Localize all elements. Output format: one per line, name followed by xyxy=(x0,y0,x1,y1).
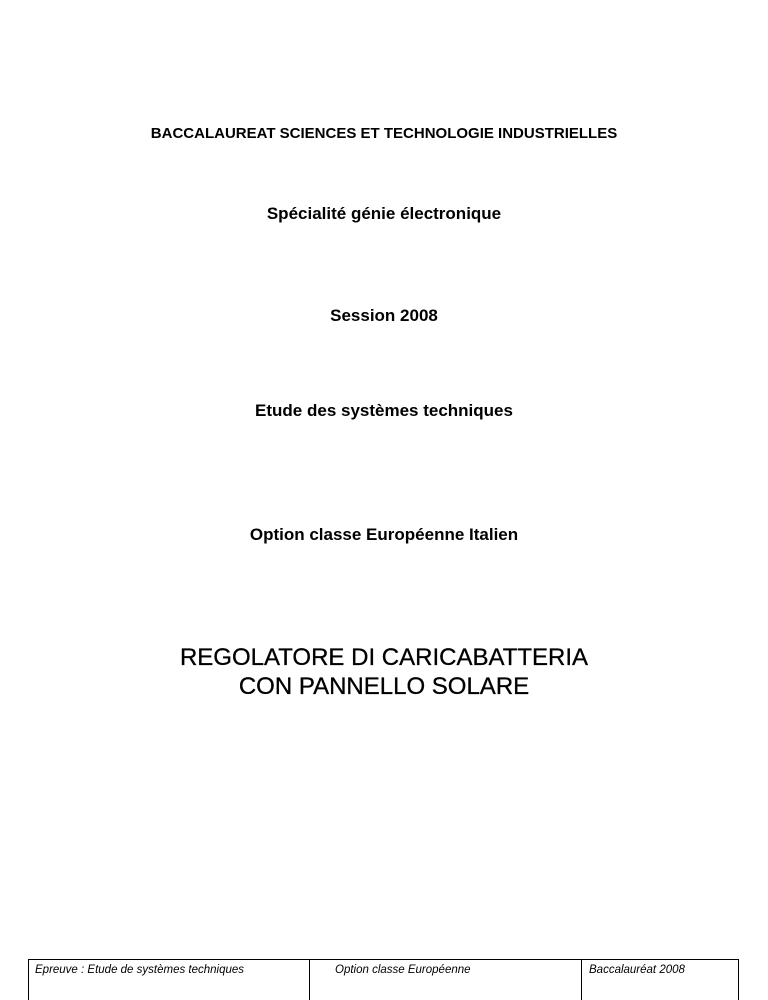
footer-cell-exam: Epreuve : Etude de systèmes techniques xyxy=(29,960,310,1000)
session-heading: Session 2008 xyxy=(330,306,438,325)
option-heading: Option classe Européenne Italien xyxy=(249,525,519,544)
exam-title: BACCALAUREAT SCIENCES ET TECHNOLOGIE INDUSTRIELLES xyxy=(150,125,618,142)
footer-cell-option: Option classe Européenne xyxy=(310,960,582,1000)
footer-cell-year: Baccalauréat 2008 xyxy=(589,964,685,976)
document-title-line-2: CON PANNELLO SOLARE xyxy=(238,673,530,700)
subject-heading: Etude des systèmes techniques xyxy=(255,401,513,420)
specialty-heading: Spécialité génie électronique xyxy=(266,204,502,223)
document-title-line-1: REGOLATORE DI CARICABATTERIA xyxy=(179,644,589,671)
